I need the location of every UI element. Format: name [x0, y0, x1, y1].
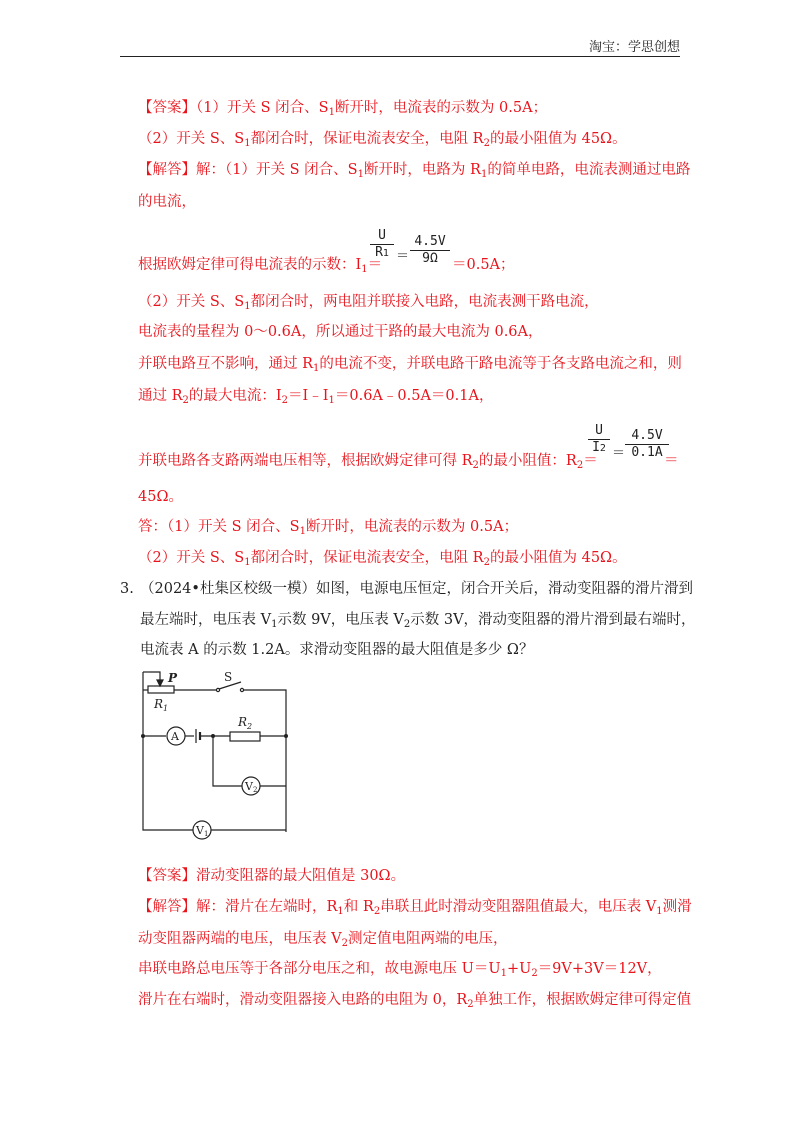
- fraction-eq: ＝: [396, 249, 410, 264]
- subscript: 1: [244, 301, 251, 312]
- solution-line-8: [138, 451, 598, 476]
- label-s: S: [224, 670, 233, 684]
- v2-left-wire: [213, 736, 242, 786]
- question-line-2: [140, 610, 696, 635]
- answer-tag: 【答案】: [138, 868, 196, 884]
- denominator: [370, 245, 394, 262]
- solution-line-9: 45Ω。: [138, 489, 183, 505]
- subscript: 1: [328, 107, 335, 118]
- subscript: 1: [163, 704, 169, 713]
- fraction-45v-01a: [625, 428, 669, 461]
- ammeter-label: A: [171, 730, 179, 743]
- subscript: 1: [382, 248, 389, 259]
- subscript: 2: [252, 786, 258, 794]
- subscript: 2: [467, 999, 474, 1010]
- subscript: 2: [373, 906, 381, 917]
- text: R: [154, 697, 164, 711]
- label-r2: [237, 715, 252, 731]
- solution-line-6: [138, 354, 682, 379]
- text: ＝: [583, 453, 598, 469]
- answer-tag: 【答案】: [138, 100, 196, 116]
- answer-line-2: [138, 129, 627, 154]
- final-answer-line-2: [138, 548, 627, 573]
- text: 解：滑片在左端时，R: [196, 899, 338, 915]
- slider-arrow: [157, 680, 163, 686]
- text: 解：（1）开关 S 闭合、S: [196, 162, 358, 178]
- solution-line-7: [138, 386, 493, 411]
- switch-contact-right: [240, 688, 243, 691]
- text: ＝9V+3V＝12V，: [537, 961, 662, 977]
- page-header: [120, 40, 680, 57]
- q3-answer-line: [138, 866, 405, 886]
- text: ＝I﹣I: [288, 388, 329, 404]
- numerator: U: [588, 423, 610, 440]
- answer-line-1: [138, 98, 547, 123]
- text: 最左端时，电压表 V: [140, 612, 272, 628]
- question-number: 3.: [120, 581, 134, 597]
- slider-wire: [150, 672, 160, 680]
- subscript: 2: [576, 460, 584, 471]
- text: 动变阻器两端的电压，电压表 V: [138, 931, 342, 947]
- text: 单独工作，根据欧姆定律可得定值: [473, 992, 692, 1008]
- subscript: 2: [472, 460, 479, 471]
- fraction-u-i2: [588, 423, 610, 457]
- text: 测定值电阻两端的电压，: [347, 931, 508, 947]
- solution-line-5: 电流表的量程为 0～0.6A，所以通过干路的最大电流为 0.6A，: [138, 324, 543, 340]
- text: 串联电路总电压等于各部分电压之和，故电源电压 U＝U: [138, 961, 501, 977]
- text: 并联电路各支路两端电压相等，根据欧姆定律可得 R: [138, 453, 473, 469]
- text: 的最小阻值为 45Ω。: [489, 550, 627, 566]
- text: 断开时，电路为 R: [363, 162, 481, 178]
- text: 的最小阻值为 45Ω。: [489, 131, 627, 147]
- text: 并联电路互不影响，通过 R: [138, 356, 314, 372]
- denominator: [588, 440, 610, 457]
- text: 通过 R: [138, 388, 183, 404]
- text: R: [375, 245, 383, 260]
- text: （2）开关 S、S: [138, 550, 245, 566]
- fraction-eq-3: ＝: [664, 453, 679, 469]
- text: 断开时，电流表的示数为 0.5A；: [305, 519, 519, 535]
- text: 串联且此时滑动变阻器阻值最大，电压表 V: [380, 899, 657, 915]
- text: 的最小阻值：R: [478, 453, 577, 469]
- denominator: 9Ω: [422, 251, 438, 266]
- resistor-r2: [230, 732, 260, 741]
- text: 断开时，电流表的示数为 0.5A；: [334, 100, 548, 116]
- fraction-45v-9ohm: [410, 234, 450, 267]
- text: V: [196, 824, 204, 837]
- subscript: 1: [337, 906, 344, 917]
- text: 的最大电流：I: [188, 388, 282, 404]
- q3-solution-line-2: [138, 929, 507, 954]
- text: V: [245, 780, 253, 793]
- subscript: 1: [244, 557, 251, 568]
- subscript: 2: [483, 557, 490, 568]
- subscript: 2: [281, 395, 289, 406]
- text: R: [238, 715, 248, 729]
- text: 示数 9V，电压表 V: [277, 612, 404, 628]
- text: ＝: [367, 257, 383, 273]
- subscript: 1: [271, 619, 278, 630]
- text: 和 R: [343, 899, 374, 915]
- solution-line-3: [138, 255, 382, 280]
- text: 示数 3V，滑动变阻器的滑片滑到最右端时，: [410, 612, 696, 628]
- solution-line-1: [138, 160, 690, 185]
- text: 都闭合时，保证电流表安全，电阻 R: [250, 131, 484, 147]
- solution-result-1: ＝0.5A；: [452, 257, 515, 273]
- subscript: 1: [656, 906, 663, 917]
- text: 滑片在右端时，滑动变阻器接入电路的电阻为 0，R: [138, 992, 468, 1008]
- subscript: 2: [531, 968, 538, 979]
- numerator: 4.5V: [410, 234, 450, 251]
- text: I: [592, 440, 600, 455]
- subscript: 2: [599, 443, 606, 454]
- subscript: 1: [244, 138, 251, 149]
- subscript: 1: [500, 968, 507, 979]
- subscript: 1: [361, 264, 368, 275]
- subscript: 2: [403, 619, 411, 630]
- subscript: 1: [313, 363, 320, 374]
- junction-dot: [211, 734, 215, 738]
- subscript: 2: [483, 138, 490, 149]
- label-p: P: [168, 671, 178, 685]
- solution-tag: 【解答】: [138, 899, 196, 915]
- subscript: 1: [299, 526, 306, 537]
- text: 都闭合时，保证电流表安全，电阻 R: [250, 550, 484, 566]
- fraction-eq-2: ＝: [612, 446, 626, 461]
- question-line-1: （2024•杜集区校级一模）如图，电源电压恒定，闭合开关后，滑动变阻器的滑片滑到: [140, 581, 693, 597]
- q3-solution-line-3: [138, 959, 662, 984]
- voltmeter-v1-label: [195, 824, 208, 838]
- junction-dot: [284, 734, 288, 738]
- subscript: 2: [247, 722, 253, 731]
- text: （1）开关 S 闭合、S: [196, 100, 329, 116]
- text: 测滑: [662, 899, 692, 915]
- text: ＝0.6A﹣0.5A＝0.1A，: [334, 388, 494, 404]
- subscript: 1: [357, 169, 364, 180]
- text: 的电流不变，并联电路干路电流等于各支路电流之和，则: [319, 356, 682, 372]
- text: 答：（1）开关 S 闭合、S: [138, 519, 300, 535]
- solution-line-2: 的电流，: [138, 194, 196, 210]
- text: +U: [506, 961, 532, 977]
- solution-line-4: [138, 292, 599, 317]
- q3-solution-line-1: [138, 897, 692, 922]
- numerator: U: [370, 228, 394, 245]
- text: 的简单电路，电流表测通过电路: [487, 162, 691, 178]
- question-line-3: 电流表 A 的示数 1.2A。求滑动变阻器的最大阻值是多少 Ω？: [140, 642, 534, 658]
- denominator: 0.1A: [631, 445, 663, 460]
- subscript: 2: [341, 938, 348, 949]
- header-text: 淘宝：学思创想: [588, 40, 680, 55]
- text: 根据欧姆定律可得电流表的示数：I: [138, 257, 362, 273]
- text: （2）开关 S、S: [138, 294, 245, 310]
- text: （2）开关 S、S: [138, 131, 245, 147]
- label-r1: [153, 697, 168, 713]
- final-answer-line-1: [138, 517, 518, 542]
- subscript: 1: [203, 830, 209, 838]
- text: 滑动变阻器的最大阻值是 30Ω。: [196, 868, 406, 884]
- solution-tag: 【解答】: [138, 162, 196, 178]
- numerator: 4.5V: [625, 428, 669, 445]
- subscript: 2: [182, 395, 189, 406]
- bottom-left-wire: [143, 736, 193, 830]
- fraction-u-r1: [370, 228, 394, 262]
- subscript: 1: [328, 395, 335, 406]
- subscript: 1: [480, 169, 488, 180]
- rheostat-r1: [148, 686, 174, 693]
- q3-solution-line-4: [138, 990, 691, 1015]
- junction-dot: [141, 734, 145, 738]
- voltmeter-v2-label: [244, 780, 257, 794]
- right-wire: [244, 690, 286, 832]
- text: 都闭合时，两电阻并联接入电路，电流表测干路电流，: [250, 294, 599, 310]
- circuit-diagram: [138, 668, 298, 840]
